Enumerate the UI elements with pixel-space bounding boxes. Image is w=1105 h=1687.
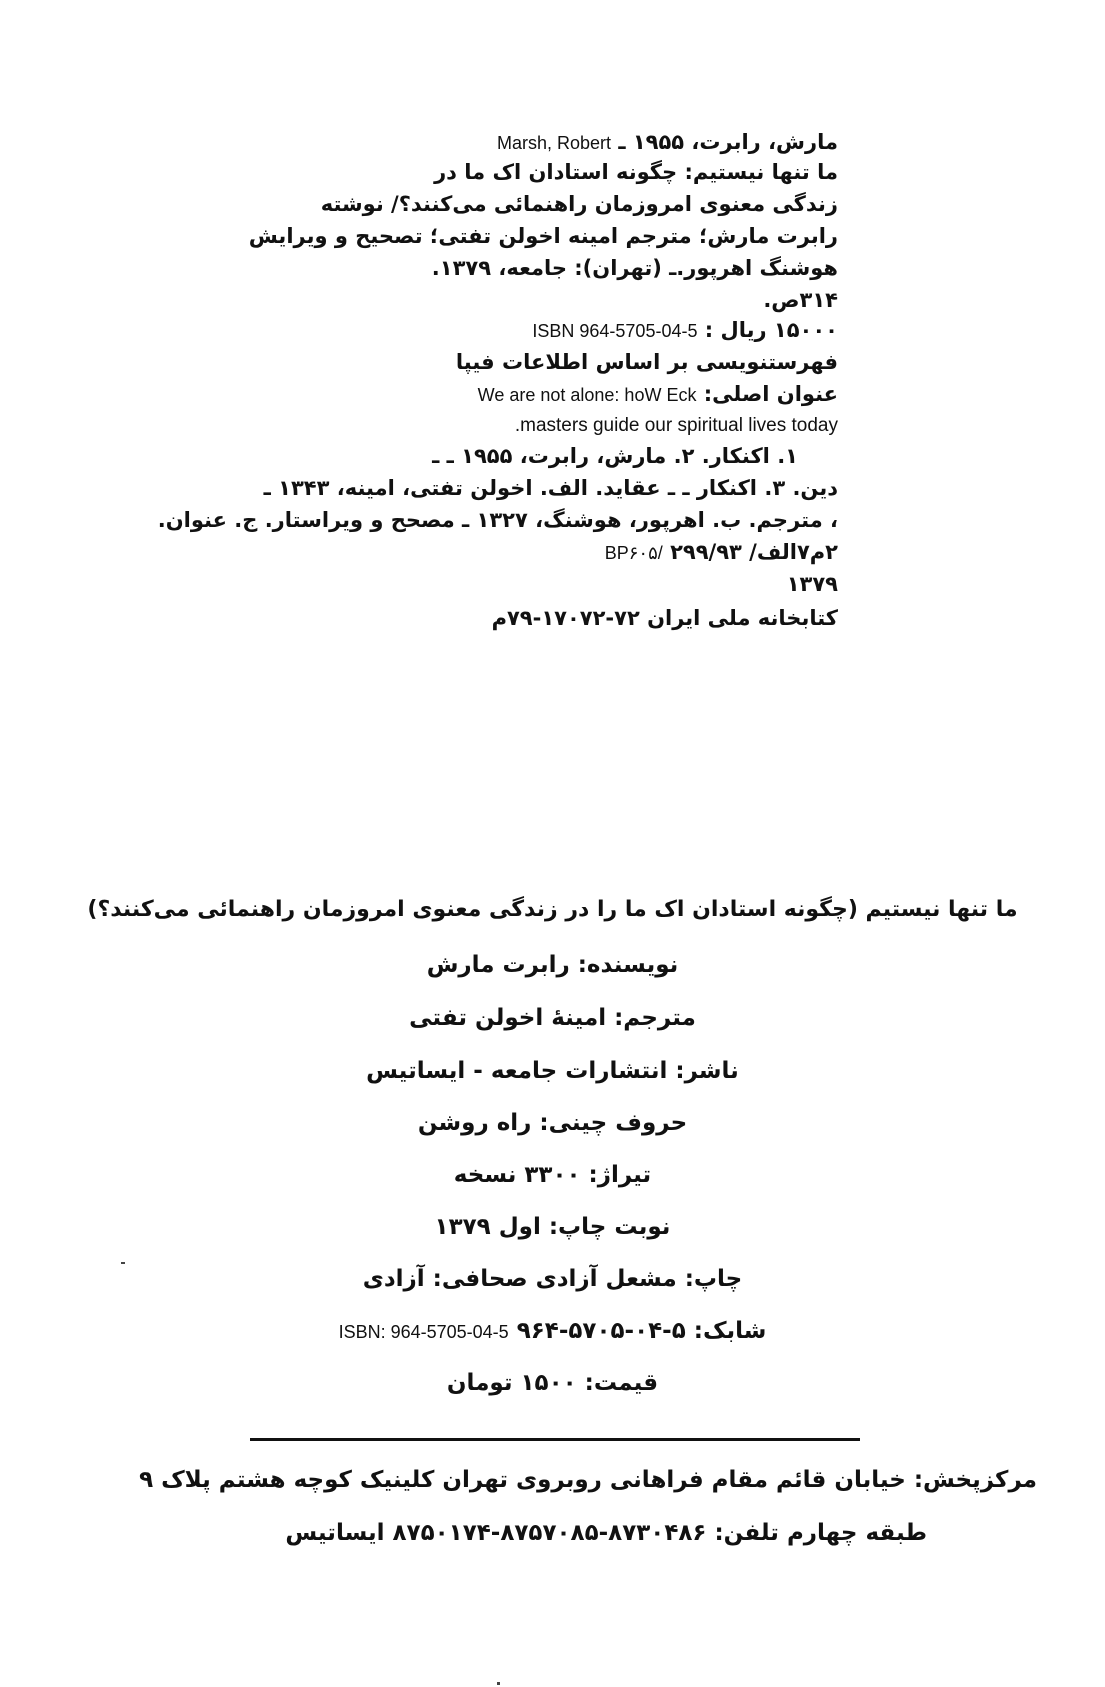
translator-line: مترجم: امینهٔ اخولن تفتی <box>409 1005 696 1031</box>
typesetting-line: حروف چینی: راه روشن <box>417 1110 688 1136</box>
cip-title-line-2: زندگی معنوی امروزمان راهنمائی می‌کنند؟/ نوشته <box>320 192 838 216</box>
cip-responsibility-line: رابرت مارش؛ مترجم امینه اخولن تفتی؛ تصحیح و ویرایش <box>248 224 838 248</box>
cip-isbn-en: ISBN 964-5705-04-5 <box>532 321 698 341</box>
distribution-phone: طبقه چهارم تلفن: ۸۷۳۰۴۸۶-۸۷۵۷۰۸۵-۸۷۵۰۱۷۴ ایساتیس <box>285 1520 927 1546</box>
scan-speck <box>121 1262 125 1264</box>
cip-national-library-line: کتابخانه ملی ایران ۷۲-۱۷۰۷۲-۷۹م <box>491 606 838 630</box>
printing-line: چاپ: مشعل آزادی صحافی: آزادی <box>362 1266 743 1292</box>
distribution-address: مرکزپخش: خیابان قائم مقام فراهانی روبروی تهران کلینیک کوچه هشتم پلاک ۹ <box>139 1467 1037 1493</box>
cip-original-title-en-1: We are not alone: hoW Eck <box>477 385 697 405</box>
isbn-en: ISBN: 964-5705-04-5 <box>338 1322 509 1342</box>
cip-classification-line <box>605 538 838 567</box>
cip-author-en: Marsh, Robert <box>496 133 612 153</box>
print-run-line: تیراژ: ۳۳۰۰ نسخه <box>453 1162 652 1188</box>
cip-fipa-note: فهرستنویسی بر اساس اطلاعات فیپا <box>455 350 838 374</box>
cip-year-line: ۱۳۷۹ <box>786 572 838 596</box>
cip-author-line <box>497 128 838 157</box>
cip-subjects-line-3: ، مترجم. ب. اهرپور، هوشنگ، ۱۳۲۷ ـ مصحح و ویراستار. ج. عنوان. <box>157 508 838 532</box>
scan-speck <box>497 1682 500 1685</box>
isbn-fa: شابک: ۵-۰۴-۵۷۰۵-۹۶۴ <box>516 1318 767 1344</box>
cip-subjects-line-1: ۱. اکنکار. ۲. مارش، رابرت، ۱۹۵۵ ـ ـ <box>432 444 798 468</box>
cip-classification-fa: ۲م۷الف/ ۲۹۹/۹۳ <box>670 540 838 564</box>
cip-imprint-line: هوشنگ اهرپور.ـ (تهران): جامعه، ۱۳۷۹. <box>431 256 838 280</box>
cip-price-fa: ۱۵۰۰۰ ریال : <box>704 318 838 342</box>
cip-original-title-line <box>478 380 838 409</box>
cip-classification-en: BP۶۰۵/ <box>604 543 663 563</box>
cip-title-line-1: ما تنها نیستیم: چگونه استادان اک ما در <box>434 160 838 184</box>
isbn-line <box>0 1316 1105 1347</box>
edition-line: نوبت چاپ: اول ۱۳۷۹ <box>434 1214 671 1240</box>
price-line: قیمت: ۱۵۰۰ تومان <box>446 1370 659 1396</box>
cip-author-fa: مارش، رابرت، ۱۹۵۵ ـ <box>618 130 838 154</box>
author-line: نویسنده: رابرت مارش <box>426 952 679 978</box>
cip-pages-line: ۳۱۴ص. <box>763 288 838 312</box>
cip-original-title-en-2: masters guide our spiritual lives today. <box>514 415 838 436</box>
cip-subjects-line-2: دین. ۳. اکنکار ـ ـ عقاید. الف. اخولن تفتی، امینه، ۱۳۴۳ ـ <box>263 476 838 500</box>
cip-original-title-label: عنوان اصلی: <box>703 382 838 406</box>
horizontal-divider <box>250 1438 860 1441</box>
publisher-line: ناشر: انتشارات جامعه - ایساتیس <box>366 1058 739 1084</box>
book-title: ما تنها نیستیم (چگونه استادان اک ما را در زندگی معنوی امروزمان راهنمائی می‌کنند؟) <box>87 897 1018 922</box>
cip-isbn-line <box>532 316 838 345</box>
